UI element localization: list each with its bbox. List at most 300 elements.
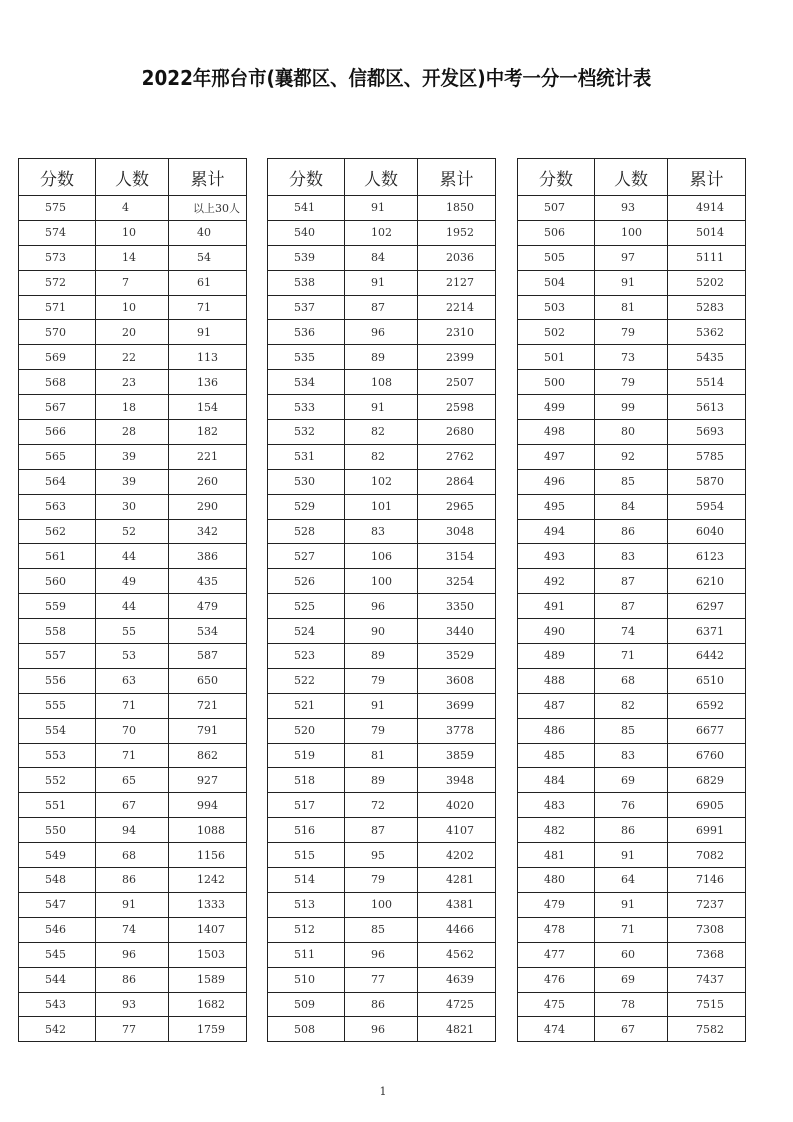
cell-score: 490 xyxy=(518,619,595,644)
cell-count: 91 xyxy=(96,892,169,917)
table-row xyxy=(268,320,496,345)
table-row xyxy=(19,619,247,644)
table-row xyxy=(518,469,746,494)
cell-score: 500 xyxy=(518,370,595,395)
cell-count: 68 xyxy=(96,843,169,868)
cell-count: 94 xyxy=(96,818,169,843)
cell-count: 79 xyxy=(345,868,418,893)
cell-count: 86 xyxy=(96,868,169,893)
cell-cumulative: 6991 xyxy=(668,818,746,843)
cell-score: 556 xyxy=(19,668,96,693)
table-row xyxy=(268,220,496,245)
cell-score: 524 xyxy=(268,619,345,644)
cell-score: 557 xyxy=(19,644,96,669)
cell-count: 44 xyxy=(96,544,169,569)
cell-score: 474 xyxy=(518,1017,595,1042)
cell-score: 523 xyxy=(268,644,345,669)
cell-score: 477 xyxy=(518,942,595,967)
cell-cumulative: 4725 xyxy=(418,992,496,1017)
cell-cumulative: 1088 xyxy=(169,818,247,843)
cell-score: 529 xyxy=(268,494,345,519)
cell-score: 574 xyxy=(19,220,96,245)
cell-count: 78 xyxy=(595,992,668,1017)
cell-count: 74 xyxy=(96,917,169,942)
cell-cumulative: 7437 xyxy=(668,967,746,992)
cell-cumulative: 6297 xyxy=(668,594,746,619)
table-row xyxy=(19,668,247,693)
cell-count: 92 xyxy=(595,444,668,469)
table-row xyxy=(268,619,496,644)
cell-count: 87 xyxy=(345,295,418,320)
cell-score: 521 xyxy=(268,693,345,718)
cell-count: 100 xyxy=(345,569,418,594)
cell-score: 515 xyxy=(268,843,345,868)
cell-count: 87 xyxy=(595,594,668,619)
cell-score: 480 xyxy=(518,868,595,893)
cell-score: 504 xyxy=(518,270,595,295)
cell-score: 486 xyxy=(518,718,595,743)
cell-score: 555 xyxy=(19,693,96,718)
table-row xyxy=(518,270,746,295)
table-row xyxy=(19,793,247,818)
cell-count: 85 xyxy=(345,917,418,942)
cell-count: 76 xyxy=(595,793,668,818)
table-row xyxy=(19,942,247,967)
cell-count: 70 xyxy=(96,718,169,743)
table-row xyxy=(268,718,496,743)
cell-score: 542 xyxy=(19,1017,96,1042)
cell-cumulative: 6371 xyxy=(668,619,746,644)
cell-cumulative: 5693 xyxy=(668,420,746,445)
cell-count: 71 xyxy=(595,644,668,669)
cell-cumulative: 1407 xyxy=(169,917,247,942)
cell-count: 20 xyxy=(96,320,169,345)
cell-cumulative: 3948 xyxy=(418,768,496,793)
cell-cumulative: 6210 xyxy=(668,569,746,594)
cell-count: 49 xyxy=(96,569,169,594)
table-row xyxy=(268,395,496,420)
cell-count: 87 xyxy=(345,818,418,843)
cell-score: 551 xyxy=(19,793,96,818)
cell-count: 74 xyxy=(595,619,668,644)
cell-cumulative: 1589 xyxy=(169,967,247,992)
cell-cumulative: 5514 xyxy=(668,370,746,395)
score-table-1 xyxy=(18,158,247,1042)
table-row xyxy=(268,668,496,693)
cell-cumulative: 1682 xyxy=(169,992,247,1017)
table-row xyxy=(268,818,496,843)
cell-count: 82 xyxy=(345,444,418,469)
cell-cumulative: 7308 xyxy=(668,917,746,942)
table-row xyxy=(518,370,746,395)
cell-cumulative: 2864 xyxy=(418,469,496,494)
cell-cumulative: 154 xyxy=(169,395,247,420)
cell-count: 79 xyxy=(345,668,418,693)
cell-cumulative: 以上30人 xyxy=(169,196,247,221)
cell-score: 506 xyxy=(518,220,595,245)
cell-count: 80 xyxy=(595,420,668,445)
cell-score: 487 xyxy=(518,693,595,718)
cell-cumulative: 7368 xyxy=(668,942,746,967)
table-row xyxy=(268,1017,496,1042)
table-row xyxy=(268,793,496,818)
table-row xyxy=(19,644,247,669)
table-row xyxy=(268,345,496,370)
cell-score: 536 xyxy=(268,320,345,345)
cell-count: 82 xyxy=(595,693,668,718)
cell-count: 83 xyxy=(595,743,668,768)
table-row xyxy=(268,917,496,942)
table-row xyxy=(268,494,496,519)
cell-count: 39 xyxy=(96,444,169,469)
cell-cumulative: 7146 xyxy=(668,868,746,893)
cell-count: 79 xyxy=(595,320,668,345)
table-row xyxy=(518,320,746,345)
cell-cumulative: 4281 xyxy=(418,868,496,893)
cell-score: 514 xyxy=(268,868,345,893)
cell-cumulative: 386 xyxy=(169,544,247,569)
cell-score: 502 xyxy=(518,320,595,345)
cell-score: 518 xyxy=(268,768,345,793)
cell-cumulative: 71 xyxy=(169,295,247,320)
table-row xyxy=(19,370,247,395)
cell-score: 512 xyxy=(268,917,345,942)
cell-count: 102 xyxy=(345,220,418,245)
table-row xyxy=(19,743,247,768)
cell-count: 95 xyxy=(345,843,418,868)
cell-score: 475 xyxy=(518,992,595,1017)
cell-count: 93 xyxy=(595,196,668,221)
score-table-3 xyxy=(517,158,746,1042)
cell-cumulative: 91 xyxy=(169,320,247,345)
cell-score: 520 xyxy=(268,718,345,743)
cell-count: 101 xyxy=(345,494,418,519)
table-row xyxy=(518,395,746,420)
cell-count: 39 xyxy=(96,469,169,494)
cell-cumulative: 7582 xyxy=(668,1017,746,1042)
table-row xyxy=(268,967,496,992)
cell-cumulative: 435 xyxy=(169,569,247,594)
cell-count: 53 xyxy=(96,644,169,669)
cell-score: 564 xyxy=(19,469,96,494)
cell-cumulative: 4466 xyxy=(418,917,496,942)
table-row xyxy=(518,245,746,270)
cell-cumulative: 3254 xyxy=(418,569,496,594)
cell-cumulative: 4381 xyxy=(418,892,496,917)
page-title: 2022年邢台市(襄都区、信都区、开发区)中考一分一档统计表 xyxy=(141,66,652,90)
cell-score: 547 xyxy=(19,892,96,917)
cell-count: 89 xyxy=(345,768,418,793)
cell-score: 552 xyxy=(19,768,96,793)
table-row xyxy=(19,295,247,320)
cell-cumulative: 5202 xyxy=(668,270,746,295)
cell-count: 10 xyxy=(96,220,169,245)
cell-score: 495 xyxy=(518,494,595,519)
cell-cumulative: 6442 xyxy=(668,644,746,669)
cell-score: 484 xyxy=(518,768,595,793)
cell-cumulative: 6829 xyxy=(668,768,746,793)
cell-count: 10 xyxy=(96,295,169,320)
cell-cumulative: 4020 xyxy=(418,793,496,818)
cell-score: 485 xyxy=(518,743,595,768)
table-row xyxy=(268,768,496,793)
cell-score: 559 xyxy=(19,594,96,619)
cell-score: 498 xyxy=(518,420,595,445)
cell-score: 561 xyxy=(19,544,96,569)
cell-score: 507 xyxy=(518,196,595,221)
cell-count: 85 xyxy=(595,469,668,494)
cell-cumulative: 5954 xyxy=(668,494,746,519)
cell-score: 539 xyxy=(268,245,345,270)
cell-cumulative: 342 xyxy=(169,519,247,544)
cell-count: 97 xyxy=(595,245,668,270)
cell-cumulative: 587 xyxy=(169,644,247,669)
table-row xyxy=(518,544,746,569)
cell-score: 508 xyxy=(268,1017,345,1042)
cell-count: 82 xyxy=(345,420,418,445)
table-row xyxy=(268,868,496,893)
cell-score: 558 xyxy=(19,619,96,644)
table-row xyxy=(518,594,746,619)
cell-cumulative: 1242 xyxy=(169,868,247,893)
table-row xyxy=(518,768,746,793)
table-row xyxy=(19,1017,247,1042)
table-row xyxy=(518,967,746,992)
cell-cumulative: 4107 xyxy=(418,818,496,843)
cell-count: 65 xyxy=(96,768,169,793)
cell-cumulative: 650 xyxy=(169,668,247,693)
cell-cumulative: 2399 xyxy=(418,345,496,370)
table-row xyxy=(518,892,746,917)
cell-score: 560 xyxy=(19,569,96,594)
cell-count: 68 xyxy=(595,668,668,693)
cell-count: 23 xyxy=(96,370,169,395)
cell-score: 535 xyxy=(268,345,345,370)
table-row xyxy=(268,892,496,917)
table-row xyxy=(268,469,496,494)
cell-cumulative: 6123 xyxy=(668,544,746,569)
cell-count: 18 xyxy=(96,395,169,420)
cell-count: 30 xyxy=(96,494,169,519)
cell-score: 481 xyxy=(518,843,595,868)
cell-count: 86 xyxy=(595,519,668,544)
page-number: 1 xyxy=(379,1085,387,1098)
cell-score: 494 xyxy=(518,519,595,544)
cell-count: 91 xyxy=(595,843,668,868)
table-row xyxy=(19,519,247,544)
header-cumulative: 累计 xyxy=(418,159,496,196)
cell-count: 91 xyxy=(595,270,668,295)
cell-score: 533 xyxy=(268,395,345,420)
score-table-2 xyxy=(267,158,496,1042)
cell-count: 84 xyxy=(345,245,418,270)
cell-score: 522 xyxy=(268,668,345,693)
cell-cumulative: 3699 xyxy=(418,693,496,718)
table-row xyxy=(518,220,746,245)
cell-cumulative: 2965 xyxy=(418,494,496,519)
cell-score: 503 xyxy=(518,295,595,320)
cell-count: 79 xyxy=(595,370,668,395)
table-header-row xyxy=(268,159,496,196)
cell-cumulative: 4821 xyxy=(418,1017,496,1042)
cell-cumulative: 6677 xyxy=(668,718,746,743)
cell-count: 71 xyxy=(595,917,668,942)
cell-score: 554 xyxy=(19,718,96,743)
cell-cumulative: 1850 xyxy=(418,196,496,221)
cell-count: 91 xyxy=(345,270,418,295)
table-row xyxy=(518,569,746,594)
cell-score: 565 xyxy=(19,444,96,469)
cell-score: 553 xyxy=(19,743,96,768)
table-row xyxy=(268,245,496,270)
cell-score: 483 xyxy=(518,793,595,818)
cell-count: 55 xyxy=(96,619,169,644)
cell-count: 72 xyxy=(345,793,418,818)
cell-cumulative: 7515 xyxy=(668,992,746,1017)
table-row xyxy=(19,718,247,743)
cell-score: 546 xyxy=(19,917,96,942)
cell-score: 499 xyxy=(518,395,595,420)
cell-cumulative: 6510 xyxy=(668,668,746,693)
cell-count: 52 xyxy=(96,519,169,544)
cell-cumulative: 260 xyxy=(169,469,247,494)
cell-score: 545 xyxy=(19,942,96,967)
cell-cumulative: 136 xyxy=(169,370,247,395)
cell-cumulative: 4562 xyxy=(418,942,496,967)
cell-count: 77 xyxy=(345,967,418,992)
cell-count: 63 xyxy=(96,668,169,693)
cell-score: 544 xyxy=(19,967,96,992)
table-row xyxy=(19,196,247,221)
cell-count: 7 xyxy=(96,270,169,295)
cell-cumulative: 721 xyxy=(169,693,247,718)
cell-score: 482 xyxy=(518,818,595,843)
cell-cumulative: 5014 xyxy=(668,220,746,245)
table-row xyxy=(268,519,496,544)
cell-score: 575 xyxy=(19,196,96,221)
cell-count: 96 xyxy=(345,320,418,345)
cell-count: 69 xyxy=(595,967,668,992)
cell-score: 492 xyxy=(518,569,595,594)
table-row xyxy=(19,818,247,843)
cell-score: 573 xyxy=(19,245,96,270)
table-row xyxy=(19,345,247,370)
cell-score: 517 xyxy=(268,793,345,818)
cell-score: 537 xyxy=(268,295,345,320)
table-row xyxy=(19,469,247,494)
cell-cumulative: 3440 xyxy=(418,619,496,644)
cell-count: 4 xyxy=(96,196,169,221)
table-row xyxy=(518,420,746,445)
table-row xyxy=(268,270,496,295)
cell-cumulative: 6592 xyxy=(668,693,746,718)
cell-cumulative: 2214 xyxy=(418,295,496,320)
cell-score: 493 xyxy=(518,544,595,569)
table-row xyxy=(19,220,247,245)
cell-cumulative: 3778 xyxy=(418,718,496,743)
cell-cumulative: 113 xyxy=(169,345,247,370)
cell-count: 81 xyxy=(595,295,668,320)
cell-count: 84 xyxy=(595,494,668,519)
cell-score: 491 xyxy=(518,594,595,619)
cell-score: 527 xyxy=(268,544,345,569)
cell-count: 86 xyxy=(595,818,668,843)
cell-score: 532 xyxy=(268,420,345,445)
cell-cumulative: 54 xyxy=(169,245,247,270)
cell-score: 540 xyxy=(268,220,345,245)
cell-score: 528 xyxy=(268,519,345,544)
table-row xyxy=(19,420,247,445)
table-body xyxy=(19,196,247,1042)
cell-cumulative: 5435 xyxy=(668,345,746,370)
cell-count: 73 xyxy=(595,345,668,370)
cell-cumulative: 4639 xyxy=(418,967,496,992)
cell-count: 86 xyxy=(345,992,418,1017)
cell-cumulative: 61 xyxy=(169,270,247,295)
table-row xyxy=(19,868,247,893)
cell-cumulative: 3859 xyxy=(418,743,496,768)
cell-cumulative: 7082 xyxy=(668,843,746,868)
table-row xyxy=(268,594,496,619)
cell-score: 476 xyxy=(518,967,595,992)
cell-score: 497 xyxy=(518,444,595,469)
table-row xyxy=(518,519,746,544)
table-row xyxy=(518,793,746,818)
table-row xyxy=(518,818,746,843)
cell-score: 516 xyxy=(268,818,345,843)
cell-count: 83 xyxy=(345,519,418,544)
table-row xyxy=(268,644,496,669)
table-row xyxy=(518,1017,746,1042)
table-row xyxy=(518,743,746,768)
table-row xyxy=(518,843,746,868)
cell-score: 534 xyxy=(268,370,345,395)
cell-score: 549 xyxy=(19,843,96,868)
cell-count: 102 xyxy=(345,469,418,494)
table-row xyxy=(268,544,496,569)
table-row xyxy=(19,992,247,1017)
cell-cumulative: 3048 xyxy=(418,519,496,544)
cell-cumulative: 4914 xyxy=(668,196,746,221)
table-row xyxy=(268,370,496,395)
cell-count: 96 xyxy=(345,1017,418,1042)
cell-cumulative: 6760 xyxy=(668,743,746,768)
cell-cumulative: 479 xyxy=(169,594,247,619)
table-row xyxy=(268,693,496,718)
cell-count: 99 xyxy=(595,395,668,420)
cell-cumulative: 290 xyxy=(169,494,247,519)
cell-count: 14 xyxy=(96,245,169,270)
table-row xyxy=(268,295,496,320)
cell-score: 568 xyxy=(19,370,96,395)
cell-count: 90 xyxy=(345,619,418,644)
table-row xyxy=(19,693,247,718)
cell-count: 69 xyxy=(595,768,668,793)
cell-count: 83 xyxy=(595,544,668,569)
cell-cumulative: 1952 xyxy=(418,220,496,245)
cell-count: 91 xyxy=(345,196,418,221)
cell-cumulative: 2127 xyxy=(418,270,496,295)
table-row xyxy=(19,892,247,917)
cell-cumulative: 1156 xyxy=(169,843,247,868)
cell-score: 510 xyxy=(268,967,345,992)
header-score: 分数 xyxy=(19,159,96,196)
table-row xyxy=(19,544,247,569)
cell-score: 550 xyxy=(19,818,96,843)
cell-count: 89 xyxy=(345,644,418,669)
cell-count: 96 xyxy=(345,942,418,967)
cell-cumulative: 2507 xyxy=(418,370,496,395)
